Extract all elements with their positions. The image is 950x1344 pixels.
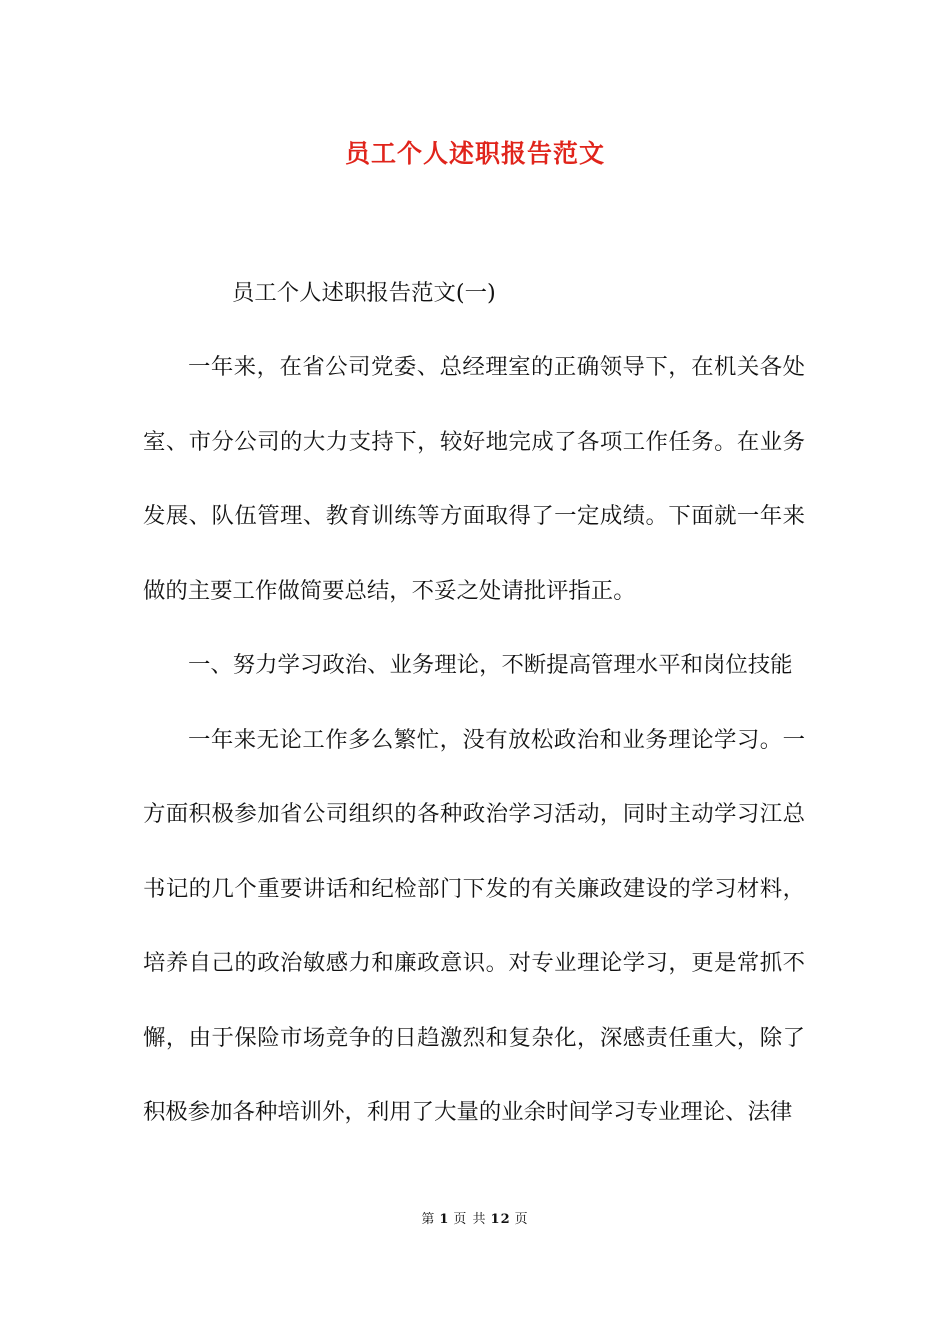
footer-label-end: 页 <box>514 1212 529 1227</box>
footer-total-pages: 12 <box>490 1212 511 1227</box>
section-heading-one: 一、努力学习政治、业务理论，不断提高管理水平和岗位技能 <box>188 652 793 678</box>
document-title: 员工个人述职报告范文 <box>344 139 605 168</box>
document-body <box>143 330 805 1150</box>
section-subtitle: 员工个人述职报告范文(一) <box>232 280 496 306</box>
page-footer <box>0 1210 950 1230</box>
footer-label-of: 页 共 <box>453 1212 487 1227</box>
paragraph-study: 一年来无论工作多么繁忙，没有放松政治和业务理论学习。一方面积极参加省公司组织的各种政治学习活动，同时主动学习江总书记的几个重要讲话和纪检部门下发的有关廉政建设的学习材料，培养自己的政治敏感力和廉政意识。对专业理论学习，更是常抓不懈，由于保险市场竞争的日趋激烈和复杂化，深感责任重大，除了积极参加各种培训外，利用了大量的业余时间学习专业理论、法律 <box>143 726 805 1125</box>
paragraph-intro: 一年来，在省公司党委、总经理室的正确领导下，在机关各处室、市分公司的大力支持下，较好地完成了各项工作任务。在业务发展、队伍管理、教育训练等方面取得了一定成绩。下面就一年来做的主要工作做简要总结，不妥之处请批评指正。 <box>143 354 805 604</box>
footer-current-page: 1 <box>439 1212 450 1227</box>
footer-label-page: 第 <box>421 1212 436 1227</box>
